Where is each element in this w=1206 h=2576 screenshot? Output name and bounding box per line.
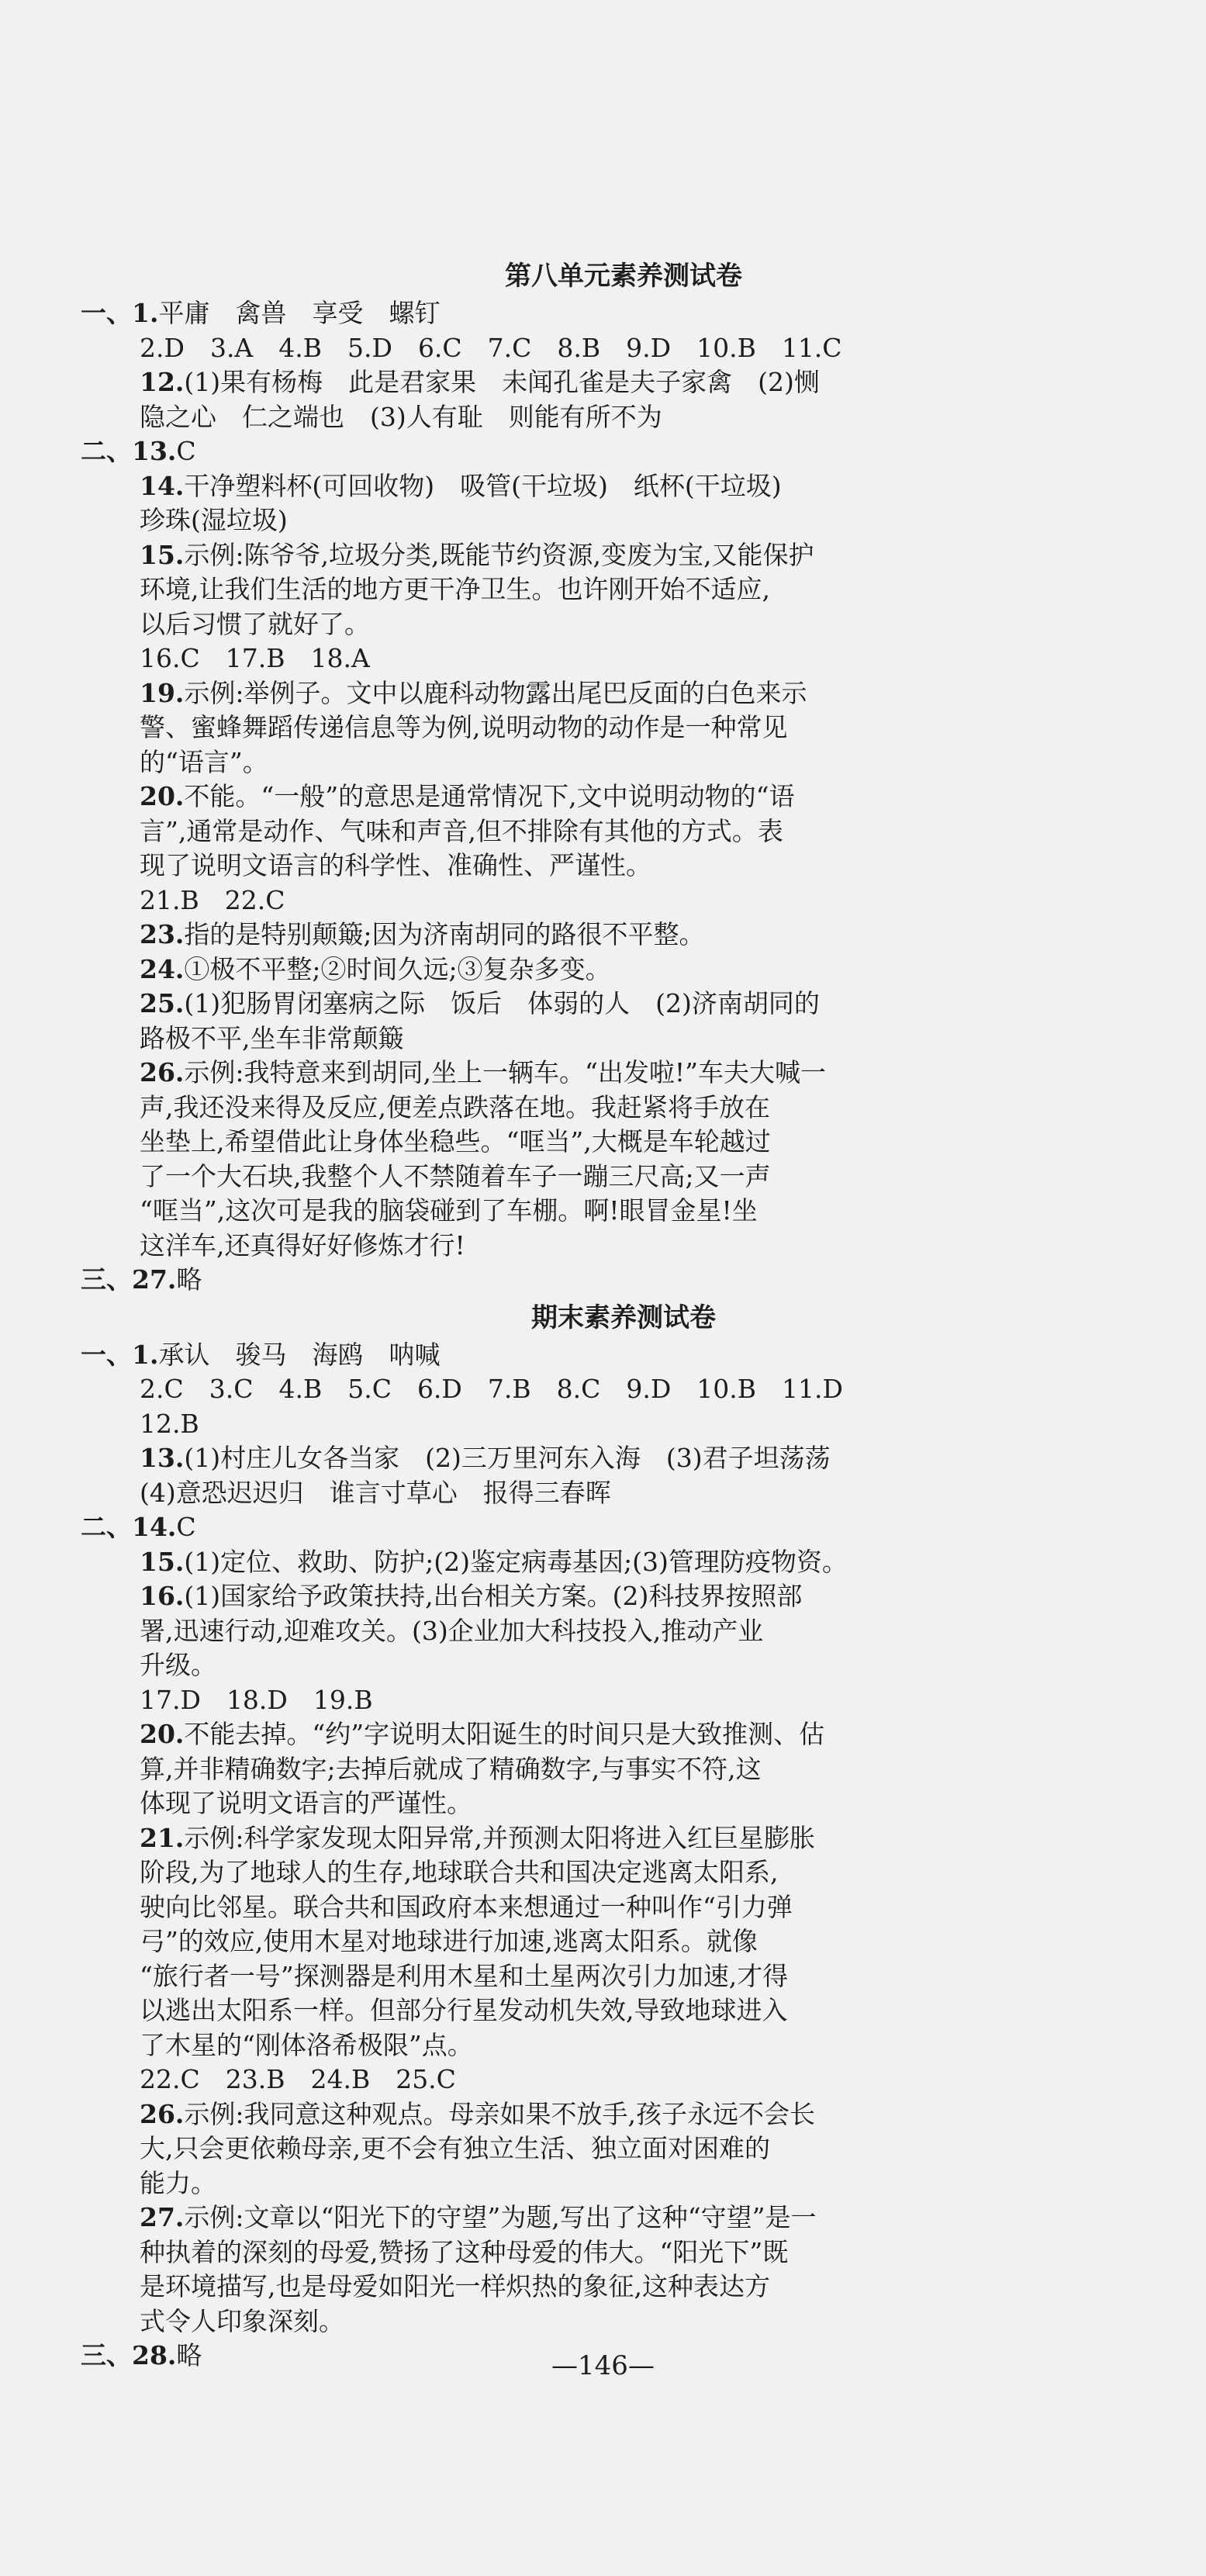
question-number: 三、28. bbox=[81, 2340, 177, 2370]
answer-text: (1)村庄儿女各当家 (2)三万里河东入海 (3)君子坦荡荡 bbox=[184, 1443, 831, 1473]
answer-text: 警、蜜蜂舞蹈传递信息等为例,说明动物的动作是一种常见 bbox=[140, 712, 788, 742]
answer-text: 升级。 bbox=[140, 1650, 216, 1680]
answer-text: (4)意恐迟迟归 谁言寸草心 报得三春晖 bbox=[140, 1477, 611, 1508]
answer-text: 12.B bbox=[140, 1408, 199, 1439]
answer-line bbox=[81, 814, 1066, 849]
answer-line bbox=[81, 2097, 1066, 2132]
answer-text: (1)国家给予政策扶持,出台相关方案。(2)科技界按照部 bbox=[184, 1581, 803, 1611]
answer-line bbox=[81, 641, 1066, 676]
answer-text: 是环境描写,也是母爱如阳光一样炽热的象征,这种表达方 bbox=[140, 2271, 770, 2301]
answer-line bbox=[81, 1752, 1066, 1787]
answer-line bbox=[81, 883, 1066, 918]
question-number: 20. bbox=[140, 1719, 185, 1749]
answer-line bbox=[81, 2063, 1066, 2097]
answer-line bbox=[81, 987, 1066, 1022]
answer-line bbox=[81, 2132, 1066, 2166]
answer-text: 2.C 3.C 4.B 5.C 6.D 7.B 8.C 9.D 10.B 11.D bbox=[140, 1374, 843, 1404]
section-title: 期末素养测试卷 bbox=[531, 1302, 716, 1333]
answer-line bbox=[81, 1683, 1066, 1718]
answer-text: 21.B 22.C bbox=[140, 884, 285, 915]
answer-text: 路极不平,坐车非常颠簸 bbox=[140, 1022, 404, 1053]
answer-text: 现了说明文语言的科学性、准确性、严谨性。 bbox=[140, 850, 651, 880]
answer-line bbox=[81, 1959, 1066, 1994]
answer-text: 阶段,为了地球人的生存,地球联合共和国决定逃离太阳系, bbox=[140, 1857, 779, 1887]
answer-text: (1)果有杨梅 此是君家果 未闻孔雀是夫子家禽 (2)恻 bbox=[184, 367, 820, 397]
answer-line bbox=[81, 2270, 1066, 2305]
section-title: 第八单元素养测试卷 bbox=[505, 261, 742, 292]
answer-text: 示例:我同意这种观点。母亲如果不放手,孩子永远不会长 bbox=[184, 2098, 816, 2129]
answer-text: 不能去掉。“约”字说明太阳诞生的时间只是大致推测、估 bbox=[184, 1719, 825, 1749]
answer-line bbox=[81, 1056, 1066, 1091]
answer-line bbox=[81, 1476, 1066, 1511]
answer-line bbox=[81, 1372, 1066, 1407]
answer-line bbox=[81, 676, 1066, 711]
question-number: 16. bbox=[140, 1581, 185, 1611]
answer-line bbox=[81, 2028, 1066, 2063]
answer-line bbox=[81, 745, 1066, 780]
answer-text: 大,只会更依赖母亲,更不会有独立生活、独立面对困难的 bbox=[140, 2133, 770, 2163]
answer-text: 以后习惯了就好了。 bbox=[140, 608, 370, 639]
answer-text: 言”,通常是动作、气味和声音,但不排除有其他的方式。表 bbox=[140, 815, 783, 846]
answer-text: “旅行者一号”探测器是利用木星和土星两次引力加速,才得 bbox=[140, 1960, 789, 1991]
answer-text: 示例:陈爷爷,垃圾分类,既能节约资源,变废为宝,又能保护 bbox=[184, 539, 814, 570]
answer-line bbox=[81, 296, 1066, 331]
answer-line bbox=[81, 1924, 1066, 1959]
answer-line bbox=[81, 2305, 1066, 2339]
page-number: —146— bbox=[551, 2350, 655, 2381]
answer-line bbox=[81, 400, 1066, 435]
answer-text: 种执着的深刻的母爱,赞扬了这种母爱的伟大。“阳光下”既 bbox=[140, 2236, 789, 2267]
answer-text: ①极不平整;②时间久远;③复杂多变。 bbox=[184, 953, 611, 984]
answer-text: 能力。 bbox=[140, 2167, 216, 2198]
question-number: 20. bbox=[140, 781, 185, 811]
answer-line bbox=[81, 1821, 1066, 1856]
answer-text: 了木星的“刚体洛希极限”点。 bbox=[140, 2029, 473, 2060]
answer-text: 的“语言”。 bbox=[140, 746, 268, 777]
answer-line bbox=[81, 1855, 1066, 1890]
answer-line bbox=[81, 607, 1066, 642]
answer-text: “哐当”,这次可是我的脑袋碰到了车棚。啊!眼冒金星!坐 bbox=[140, 1195, 758, 1226]
answer-line bbox=[81, 572, 1066, 607]
answer-line bbox=[81, 538, 1066, 573]
answer-text: 干净塑料杯(可回收物) 吸管(干垃圾) 纸杯(干垃圾) bbox=[184, 470, 782, 501]
answer-line bbox=[81, 469, 1066, 504]
answer-text: 16.C 17.B 18.A bbox=[140, 643, 370, 673]
answer-text: C bbox=[176, 1512, 196, 1542]
question-number: 26. bbox=[140, 1057, 185, 1087]
question-number: 27. bbox=[140, 2202, 185, 2232]
question-number: 三、27. bbox=[81, 1264, 177, 1295]
answer-line bbox=[81, 1890, 1066, 1925]
answer-text: 17.D 18.D 19.B bbox=[140, 1684, 373, 1715]
answer-line bbox=[81, 711, 1066, 745]
answer-text: 示例:我特意来到胡同,坐上一辆车。“出发啦!”车夫大喊一 bbox=[184, 1057, 827, 1087]
answer-text: 不能。“一般”的意思是通常情况下,文中说明动物的“语 bbox=[184, 781, 795, 811]
question-number: 一、1. bbox=[81, 1339, 159, 1370]
answer-line bbox=[81, 2201, 1066, 2235]
answer-line bbox=[81, 2166, 1066, 2201]
answer-text: 坐垫上,希望借此让身体坐稳些。“哐当”,大概是车轮越过 bbox=[140, 1126, 771, 1157]
answer-text: 承认 骏马 海鸥 呐喊 bbox=[158, 1339, 441, 1370]
answer-text: 略 bbox=[176, 1264, 202, 1295]
answer-line bbox=[81, 1614, 1066, 1649]
question-number: 21. bbox=[140, 1822, 185, 1853]
answer-text: 声,我还没来得及反应,便差点跌落在地。我赶紧将手放在 bbox=[140, 1091, 770, 1122]
answer-line bbox=[81, 1993, 1066, 2028]
question-number: 15. bbox=[140, 539, 185, 570]
answer-text: 22.C 23.B 24.B 25.C bbox=[140, 2064, 456, 2094]
answer-line bbox=[81, 1579, 1066, 1614]
question-number: 12. bbox=[140, 367, 185, 397]
answer-line bbox=[81, 1648, 1066, 1683]
answer-text: (1)定位、救助、防护;(2)鉴定病毒基因;(3)管理防疫物资。 bbox=[184, 1546, 848, 1577]
answer-text: 以逃出太阳系一样。但部分行星发动机失效,导致地球进入 bbox=[140, 1995, 788, 2025]
answer-text: 体现了说明文语言的严谨性。 bbox=[140, 1788, 472, 1818]
answer-text: 隐之心 仁之端也 (3)人有耻 则能有所不为 bbox=[140, 401, 662, 432]
answer-line bbox=[81, 1022, 1066, 1056]
question-number: 一、1. bbox=[81, 298, 159, 328]
answer-line bbox=[81, 2235, 1066, 2270]
question-number: 15. bbox=[140, 1546, 185, 1577]
answer-text: 了一个大石块,我整个人不禁随着车子一蹦三尺高;又一声 bbox=[140, 1160, 771, 1191]
answer-content bbox=[81, 256, 1066, 2374]
answer-line bbox=[81, 1194, 1066, 1229]
answer-text: C bbox=[176, 436, 196, 466]
answer-line bbox=[81, 1717, 1066, 1752]
answer-text: 2.D 3.A 4.B 5.D 6.C 7.C 8.B 9.D 10.B 11.C bbox=[140, 332, 842, 363]
answer-line bbox=[81, 365, 1066, 400]
answer-line bbox=[81, 1263, 1066, 1298]
answer-line bbox=[81, 918, 1066, 953]
answer-text: 指的是特别颠簸;因为济南胡同的路很不平整。 bbox=[184, 919, 705, 949]
answer-text: 环境,让我们生活的地方更干净卫生。也许刚开始不适应, bbox=[140, 574, 770, 604]
answer-text: 示例:举例子。文中以鹿科动物露出尾巴反面的白色来示 bbox=[184, 677, 807, 708]
answer-text: 平庸 禽兽 享受 螺钉 bbox=[158, 298, 441, 328]
answer-text: (1)犯肠胃闭塞病之际 饭后 体弱的人 (2)济南胡同的 bbox=[184, 988, 820, 1018]
answer-text: 算,并非精确数字;去掉后就成了精确数字,与事实不符,这 bbox=[140, 1753, 762, 1784]
answer-line bbox=[81, 1510, 1066, 1545]
answer-line bbox=[81, 1407, 1066, 1442]
answer-line bbox=[81, 503, 1066, 538]
answer-text: 驶向比邻星。联合共和国政府本来想通过一种叫作“引力弹 bbox=[140, 1891, 793, 1922]
question-number: 24. bbox=[140, 953, 185, 984]
answer-text: 弓”的效应,使用木星对地球进行加速,逃离太阳系。就像 bbox=[140, 1926, 758, 1956]
answer-line bbox=[81, 1441, 1066, 1476]
answer-line bbox=[81, 1160, 1066, 1195]
answer-line bbox=[81, 953, 1066, 987]
answer-text: 署,迅速行动,迎难攻关。(3)企业加大科技投入,推动产业 bbox=[140, 1615, 764, 1646]
answer-line bbox=[81, 780, 1066, 814]
answer-line bbox=[81, 1338, 1066, 1373]
question-number: 二、13. bbox=[81, 436, 177, 466]
answer-line bbox=[81, 331, 1066, 366]
answer-line bbox=[81, 434, 1066, 469]
question-number: 14. bbox=[140, 470, 185, 501]
answer-line bbox=[81, 1091, 1066, 1125]
answer-text: 示例:文章以“阳光下的守望”为题,写出了这种“守望”是一 bbox=[184, 2202, 817, 2232]
question-number: 19. bbox=[140, 677, 185, 708]
answer-line bbox=[81, 1545, 1066, 1580]
question-number: 二、14. bbox=[81, 1512, 177, 1542]
answer-text: 这洋车,还真得好好修炼才行! bbox=[140, 1229, 465, 1260]
question-number: 13. bbox=[140, 1443, 185, 1473]
answer-text: 示例:科学家发现太阳异常,并预测太阳将进入红巨星膨胀 bbox=[184, 1822, 816, 1853]
answer-line bbox=[81, 1125, 1066, 1160]
answer-line bbox=[81, 1229, 1066, 1264]
answer-line bbox=[81, 849, 1066, 883]
answer-line bbox=[81, 1786, 1066, 1821]
question-number: 25. bbox=[140, 988, 185, 1018]
question-number: 26. bbox=[140, 2098, 185, 2129]
answer-text: 略 bbox=[176, 2340, 202, 2370]
answer-text: 珍珠(湿垃圾) bbox=[140, 505, 288, 535]
question-number: 23. bbox=[140, 919, 185, 949]
answer-text: 式令人印象深刻。 bbox=[140, 2305, 344, 2336]
